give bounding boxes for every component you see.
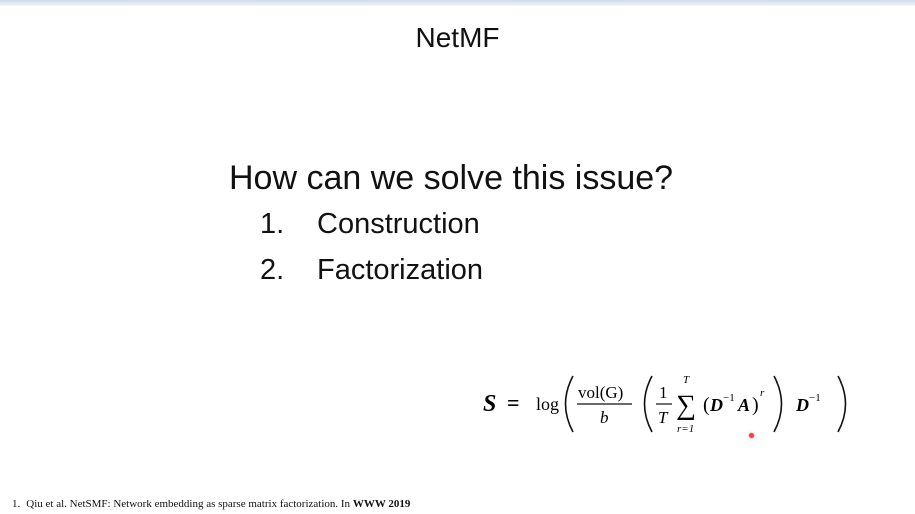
formula-equals: = (507, 390, 520, 415)
right-paren-outer (838, 376, 846, 432)
formula-D2: D (796, 395, 809, 415)
formula-log: log (536, 394, 560, 414)
list-item-label: Factorization (317, 254, 484, 286)
netmf-formula (480, 370, 860, 440)
formula-A: A (738, 395, 751, 415)
formula-r: r (760, 387, 765, 399)
window-top-bar (0, 0, 915, 6)
slide-title: NetMF (415, 22, 500, 53)
paren-close-small: ) (752, 394, 759, 416)
formula-D: D (710, 395, 723, 415)
formula-one: 1 (659, 383, 668, 402)
formula-D-exp: −1 (723, 392, 735, 404)
formula-svg (480, 370, 860, 440)
list-item-factorization (260, 252, 483, 288)
formula-vol: vol(G) (578, 383, 624, 402)
list-item-number: 2. (260, 254, 285, 286)
paren-open-small: ( (703, 394, 710, 416)
footnote-venue: WWW 2019 (352, 498, 411, 510)
footnote-number: 1. (12, 498, 21, 510)
slide-question: How can we solve this issue? (229, 159, 674, 197)
sum-lower: r=1 (677, 423, 695, 435)
list-item-construction (260, 206, 480, 242)
right-paren-inner (774, 376, 782, 432)
laser-pointer-dot (749, 433, 754, 438)
sum-upper: T (683, 374, 690, 386)
left-paren-inner (645, 376, 653, 432)
formula-D2-exp: −1 (809, 392, 821, 404)
left-paren-outer (566, 376, 574, 432)
footnote (12, 497, 410, 511)
list-item-label: Construction (317, 208, 480, 240)
formula-b: b (600, 408, 609, 427)
sum-symbol: ∑ (676, 390, 696, 421)
formula-lhs: S (483, 391, 497, 417)
list-item-number: 1. (260, 208, 285, 240)
footnote-text: Qiu et al. NetSMF: Network embedding as sparse matrix factorization. In (26, 498, 353, 510)
formula-T: T (658, 408, 668, 427)
